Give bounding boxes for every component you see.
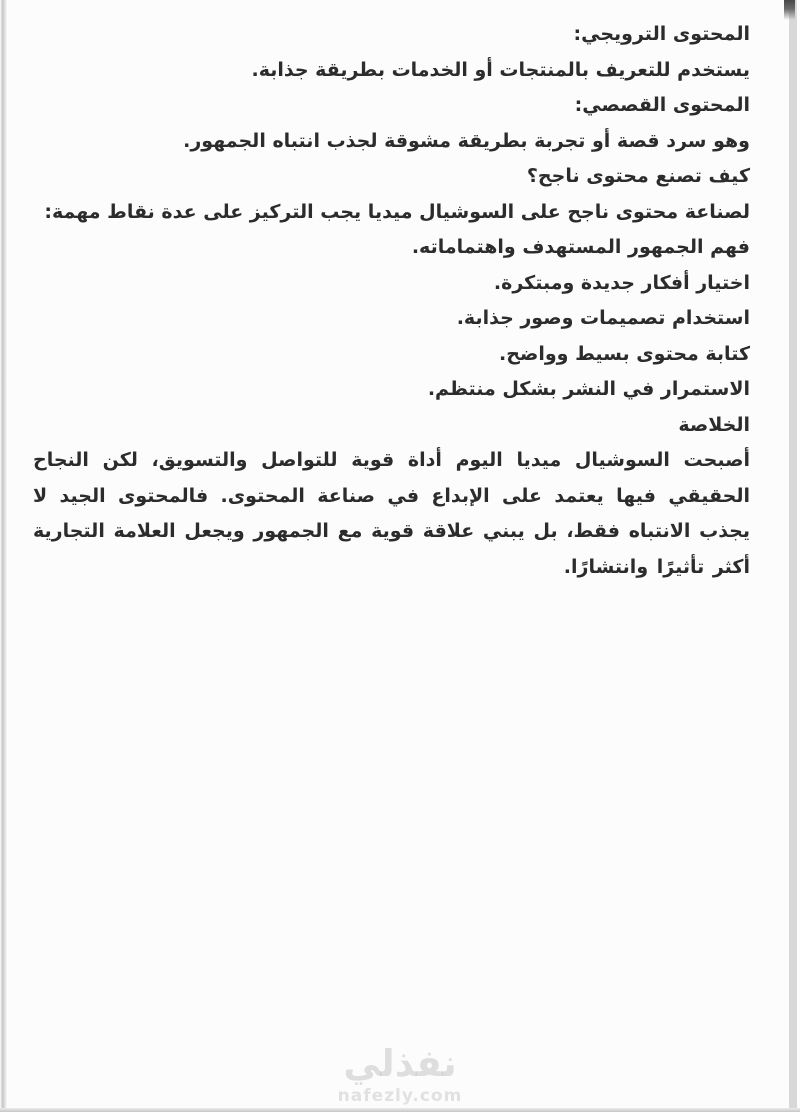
nafezly-site-url: nafezly.com xyxy=(337,1086,463,1106)
document-content xyxy=(33,17,750,585)
page-bottom-edge xyxy=(0,1108,800,1112)
body-promotional-content: يستخدم للتعريف بالمنتجات أو الخدمات بطريقة جذابة. xyxy=(251,58,750,81)
page-right-edge xyxy=(789,0,797,1112)
list-item-simple-clear-writing: كتابة محتوى بسيط وواضح. xyxy=(499,342,750,365)
heading-summary: الخلاصة xyxy=(678,413,750,436)
body-key-points-intro: لصناعة محتوى ناجح على السوشيال ميديا يجب التركيز على عدة نقاط مهمة: xyxy=(44,200,750,223)
list-item-new-ideas: اختيار أفكار جديدة ومبتكرة. xyxy=(493,271,750,294)
list-item-attractive-designs: استخدام تصميمات وصور جذابة. xyxy=(456,307,750,329)
heading-how-to-make-successful-content: كيف تصنع محتوى ناجح؟ xyxy=(526,165,750,187)
body-storytelling-content: وهو سرد قصة أو تجربة بطريقة مشوقة لجذب انتباه الجمهور. xyxy=(183,129,750,152)
list-item-regular-posting: الاستمرار في النشر بشكل منتظم. xyxy=(427,378,750,400)
list-item-understand-audience: فهم الجمهور المستهدف واهتماماته. xyxy=(411,236,750,258)
summary-paragraph: أصبحت السوشيال ميديا اليوم أداة قوية للتواصل والتسويق، لكن النجاح الحقيقي فيها يعتمد على الإبداع في صناعة المحتوى. فالمحتوى الجيد لا يجذب الانتباه فقط، بل يبني علاقة قوية مع الجمهور ويجعل العلامة التجارية أكثر تأثيرًا وانتشارًا. xyxy=(33,449,750,578)
page-corner-shadow xyxy=(784,0,795,20)
heading-promotional-content: المحتوى الترويجي: xyxy=(573,23,750,45)
page-left-edge xyxy=(0,0,7,1112)
watermark xyxy=(0,1043,800,1106)
heading-storytelling-content: المحتوى القصصي: xyxy=(574,94,750,116)
nafezly-logo: نفذلي xyxy=(343,1042,457,1085)
